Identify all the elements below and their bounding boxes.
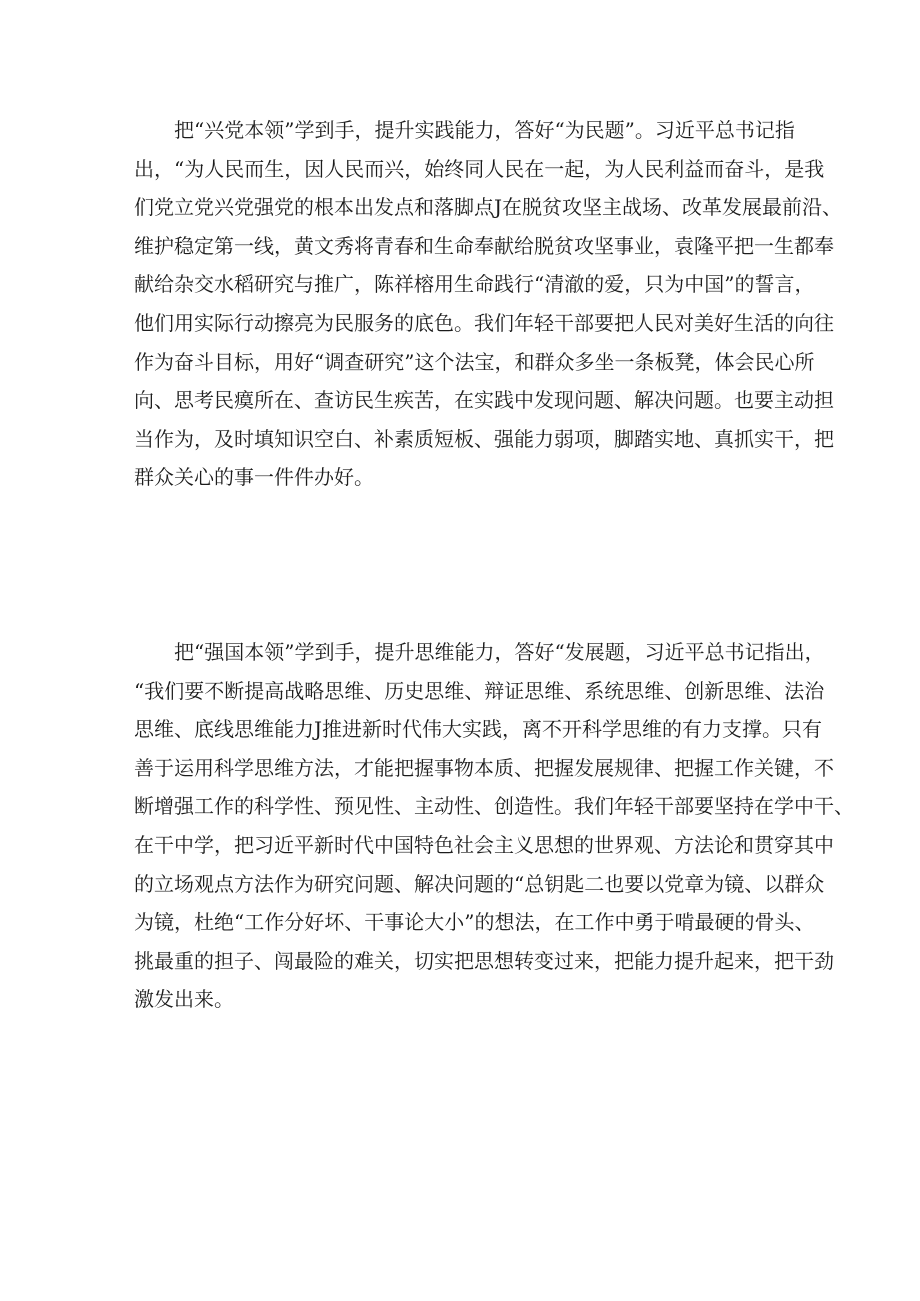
text-line: 断增强工作的科学性、预见性、主动性、创造性。我们年轻干部要坚持在学中干、 [134, 794, 854, 819]
text-line: 的立场观点方法作为研究问题、解决问题的“总钥匙二也要以党章为镜、以群众 [134, 871, 825, 896]
text-line: 当作为，及时填知识空白、补素质短板、强能力弱项，脚踏实地、真抓实干，把 [134, 426, 834, 451]
text-line: 维护稳定第一线，黄文秀将青春和生命奉献给脱贫攻坚事业，袁隆平把一生都奉 [134, 233, 834, 258]
text-line: 为镜，杜绝“工作分好坏、干事论大小”的想法，在工作中勇于啃最硬的骨头、 [134, 910, 815, 935]
text-line: 出，“为人民而生，因人民而兴，始终同人民在一起，为人民利益而奋斗，是我 [134, 156, 825, 181]
text-line: 激发出来。 [134, 987, 234, 1012]
text-line: 向、思考民瘼所在、查访民生疾苦，在实践中发现问题、解决问题。也要主动担 [134, 388, 834, 413]
text-line: 善于运用科学思维方法，才能把握事物本质、把握发展规律、把握工作关键，不 [134, 755, 834, 780]
text-line: 们党立党兴党强党的根本出发点和落脚点J在脱贫攻坚主战场、改革发展最前沿、 [134, 195, 843, 220]
text-line: 献给杂交水稻研究与推广，陈祥榕用生命践行“清澈的爱，只为中国”的誓言， [134, 272, 815, 297]
paragraph-1 [134, 111, 843, 497]
text-line: “我们要不断提高战略思维、历史思维、辩证思维、系统思维、创新思维、法治 [134, 678, 825, 703]
paragraph-2 [134, 633, 854, 1019]
text-line: 把“兴党本领”学到手，提升实践能力，答好“为民题”。习近平总书记指 [174, 118, 795, 142]
text-line: 把“强国本领”学到手，提升思维能力，答好“发展题，习近平总书记指出， [174, 640, 825, 664]
text-line: 他们用实际行动擦亮为民服务的底色。我们年轻干部要把人民对美好生活的向往 [134, 310, 834, 335]
text-line: 思维、底线思维能力J推进新时代伟大实践，离不开科学思维的有力支撑。只有 [134, 717, 823, 742]
text-line: 群众关心的事一件件办好。 [134, 465, 374, 490]
text-line: 挑最重的担子、闯最险的难关，切实把思想转变过来，把能力提升起来，把干劲 [134, 948, 834, 973]
text-line: 作为奋斗目标，用好“调查研究”这个法宝，和群众多坐一条板凳，体会民心所 [134, 349, 815, 374]
text-line: 在干中学，把习近平新时代中国特色社会主义思想的世界观、方法论和贯穿其中 [134, 832, 834, 857]
